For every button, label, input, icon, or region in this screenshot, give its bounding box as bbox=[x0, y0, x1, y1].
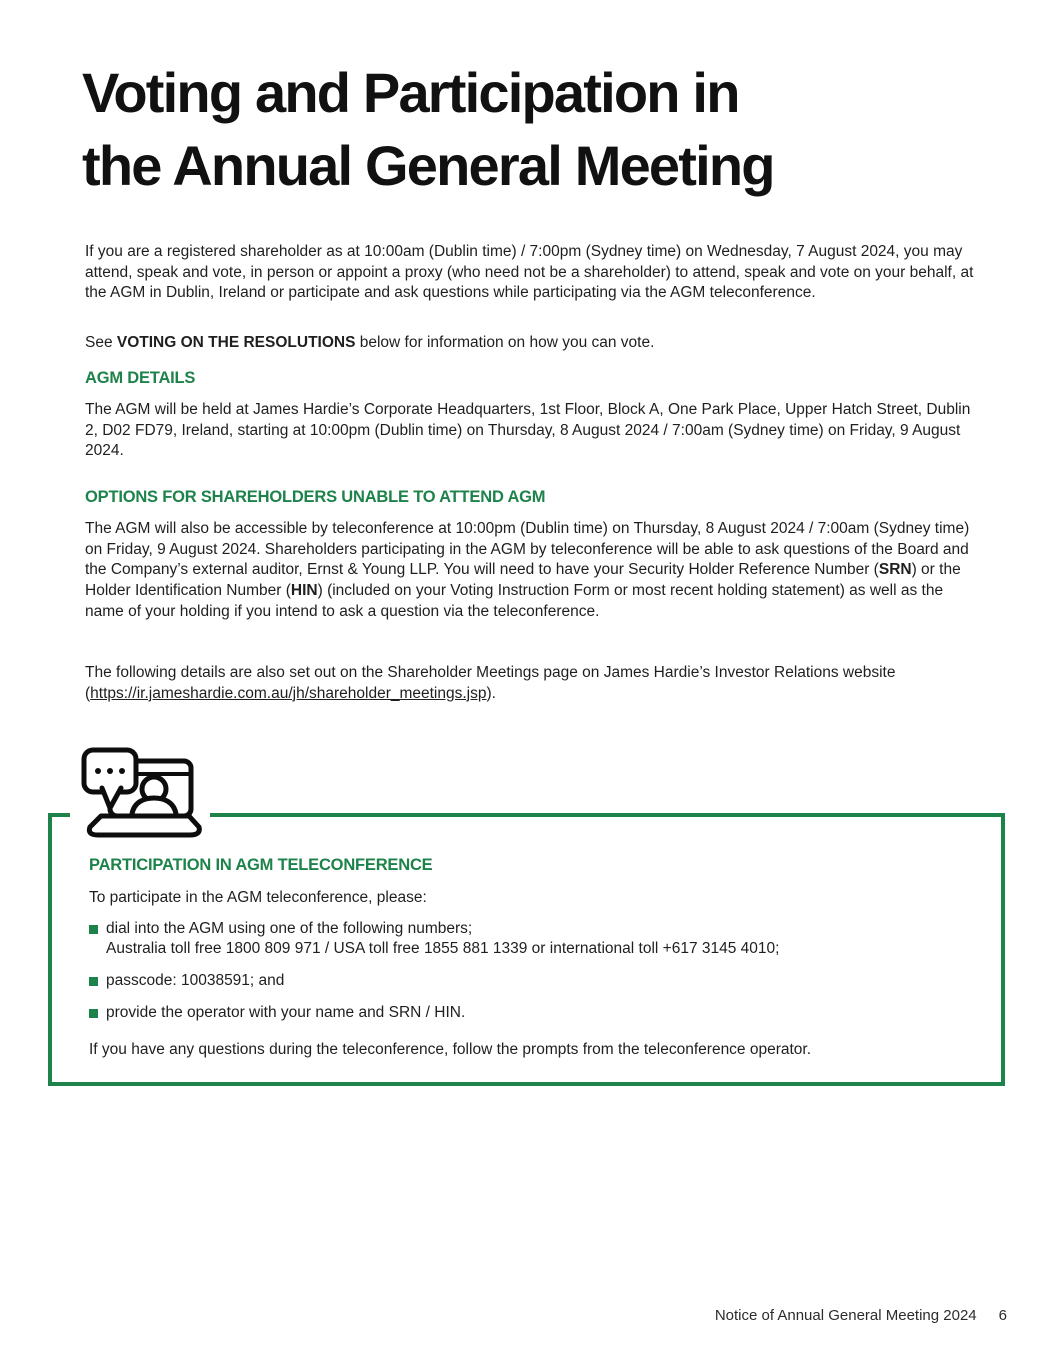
bullet-square-icon bbox=[89, 1009, 98, 1018]
footer-document-title: Notice of Annual General Meeting 2024 bbox=[714, 1307, 977, 1324]
website-text-suffix: ). bbox=[486, 684, 496, 702]
list-item bbox=[89, 971, 961, 992]
see-voting-suffix: below for information on how you can vote. bbox=[355, 334, 655, 351]
intro-paragraph: If you are a registered shareholder as at 10:00am (Dublin time) / 7:00pm (Sydney time) on Wednesday, 7 August 2024, you may attend, speak and vote, in person or appoint a proxy (who need not be a shareholder) to attend, speak and vote on your behalf, at the AGM in Dublin, Ireland or participate and ask questions while participating via the AGM teleconference. bbox=[85, 243, 974, 302]
teleconference-box-outro: If you have any questions during the teleconference, follow the prompts from the teleconference operator. bbox=[89, 1040, 812, 1058]
teleconference-box bbox=[48, 813, 1005, 1086]
srn-bold: SRN bbox=[878, 561, 912, 579]
page-title-line1: Voting and Participation in bbox=[82, 61, 739, 124]
page-title bbox=[82, 56, 774, 202]
teleconference-box-heading: PARTICIPATION IN AGM TELECONFERENCE bbox=[89, 856, 433, 874]
page-footer bbox=[715, 1307, 1007, 1324]
hin-bold: HIN bbox=[290, 582, 318, 600]
bullet-square-icon bbox=[89, 977, 98, 986]
bullet-text bbox=[106, 971, 284, 992]
page-title-line2: the Annual General Meeting bbox=[82, 134, 774, 197]
see-voting-prefix: See bbox=[85, 334, 117, 351]
options-heading: OPTIONS FOR SHAREHOLDERS UNABLE TO ATTEND AGM bbox=[85, 488, 546, 506]
shareholder-meetings-link[interactable]: https://ir.jameshardie.com.au/jh/shareholder_meetings.jsp bbox=[90, 684, 487, 702]
footer-page-number: 6 bbox=[998, 1307, 1007, 1324]
website-paragraph bbox=[85, 663, 980, 704]
bullet-line: provide the operator with your name and SRN / HIN. bbox=[106, 1003, 466, 1021]
teleconference-box-intro: To participate in the AGM teleconference, please: bbox=[89, 889, 427, 906]
bullet-line: Australia toll free 1800 809 971 / USA toll free 1855 881 1339 or international toll +617 3145 4010; bbox=[106, 940, 780, 958]
teleconference-steps-list bbox=[89, 919, 961, 1024]
options-text-2: ) or the Holder Identification Number ( bbox=[85, 561, 961, 600]
website-text-prefix: The following details are also set out on the Shareholder Meetings page on James Hardie’s Investor Relations website ( bbox=[85, 664, 896, 702]
bullet-square-icon bbox=[89, 925, 98, 934]
agm-details-heading: AGM DETAILS bbox=[85, 369, 196, 387]
bullet-line: dial into the AGM using one of the following numbers; bbox=[106, 919, 473, 937]
bullet-text bbox=[106, 1003, 465, 1024]
bullet-text bbox=[106, 919, 779, 960]
see-voting-bold: VOTING ON THE RESOLUTIONS bbox=[116, 334, 356, 351]
options-text-3: ) (included on your Voting Instruction Form or most recent holding statement) as well as the name of your holding if you intend to ask a question via the teleconference. bbox=[85, 582, 944, 620]
list-item bbox=[89, 919, 961, 960]
options-paragraph bbox=[85, 519, 980, 623]
see-voting-note bbox=[85, 333, 980, 354]
video-chat-icon bbox=[70, 746, 210, 842]
list-item bbox=[89, 1003, 961, 1024]
agm-details-paragraph: The AGM will be held at James Hardie’s Corporate Headquarters, 1st Floor, Block A, One Park Place, Upper Hatch Street, Dublin 2, D02 FD79, Ireland, starting at 10:00pm (Dublin time) on Thursday, 8 August 2024 / 7:00am (Sydney time) on Friday, 9 August 2024. bbox=[85, 401, 971, 460]
options-text-1: The AGM will also be accessible by teleconference at 10:00pm (Dublin time) on Thursday, 8 August 2024 / 7:00am (Sydney time) on Friday, 9 August 2024. Shareholders participating in the AGM by teleconference will be able to ask questions of the Board and the Company’s external auditor, Ernst & Young LLP. You will need to have your Security Holder Reference Number ( bbox=[85, 520, 970, 579]
bullet-line: passcode: 10038591; and bbox=[106, 972, 285, 990]
